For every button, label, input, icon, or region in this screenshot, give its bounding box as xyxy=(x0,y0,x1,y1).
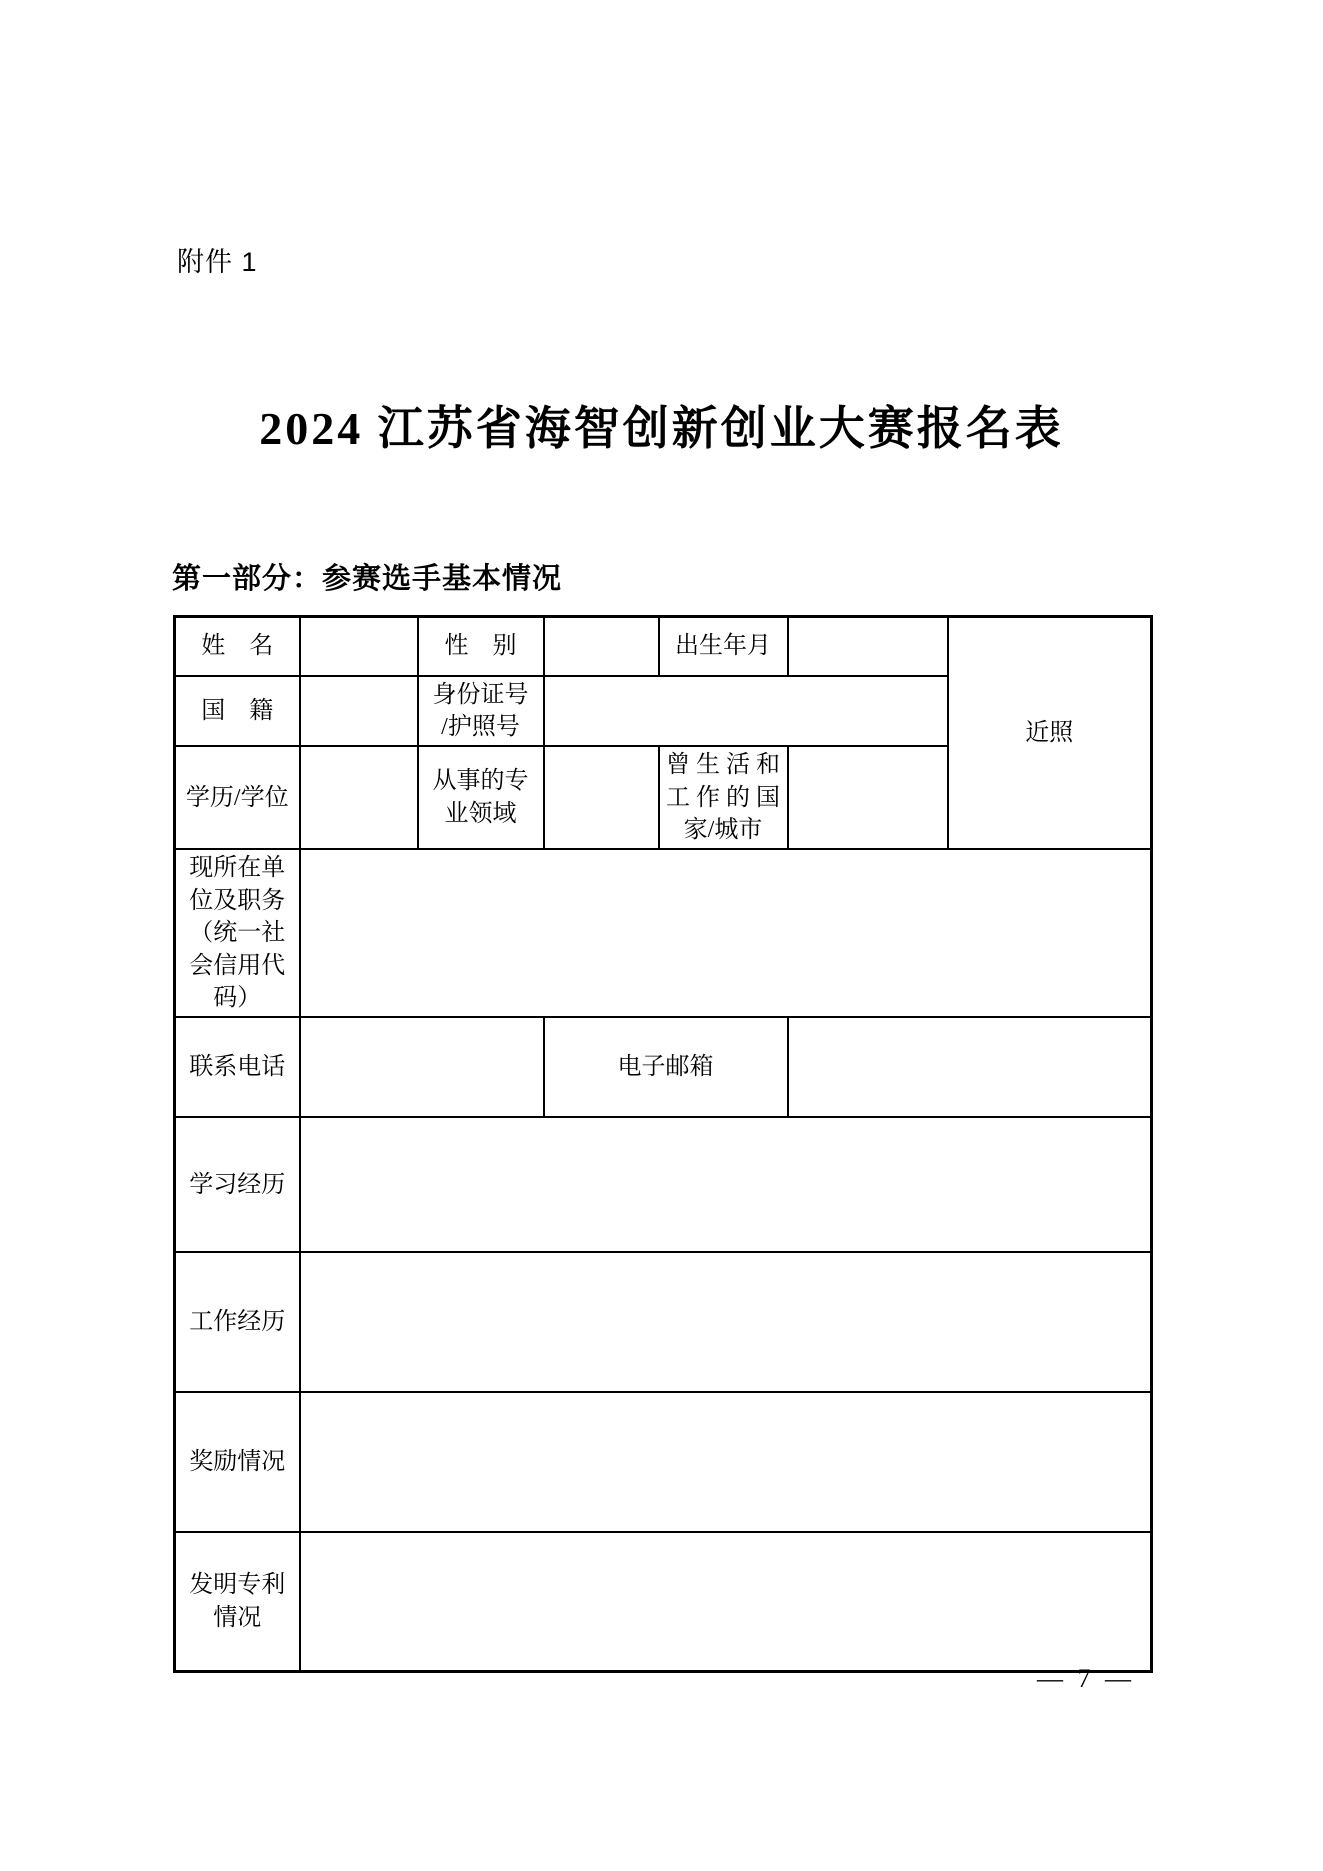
table-row xyxy=(175,1017,1152,1117)
birth-date-label: 出生年月 xyxy=(659,617,788,676)
nationality-label: 国 籍 xyxy=(175,676,300,747)
phone-value-cell xyxy=(300,1017,544,1117)
gender-label: 性 别 xyxy=(418,617,544,676)
photo-cell: 近照 xyxy=(948,617,1152,850)
professional-field-value-cell xyxy=(544,746,659,849)
table-row xyxy=(175,849,1152,1017)
page-title: 2024 江苏省海智创新创业大赛报名表 xyxy=(259,403,1064,454)
name-label: 姓 名 xyxy=(175,617,300,676)
work-experience-value-cell xyxy=(300,1252,1152,1392)
table-row xyxy=(175,1252,1152,1392)
email-label: 电子邮箱 xyxy=(544,1017,788,1117)
name-value-cell xyxy=(300,617,418,676)
table-row xyxy=(175,1392,1152,1532)
employer-label: 现所在单 位及职务 （统一社 会信用代 码） xyxy=(175,849,300,1017)
id-number-label: 身份证号 /护照号 xyxy=(418,676,544,747)
patents-value-cell xyxy=(300,1532,1152,1671)
professional-field-label: 从事的专 业领域 xyxy=(418,746,544,849)
employer-value-cell xyxy=(300,849,1152,1017)
lived-countries-value-cell xyxy=(788,746,948,849)
lived-countries-label: 曾 生 活 和 工 作 的 国 家/城市 xyxy=(659,746,788,849)
education-label: 学历/学位 xyxy=(175,746,300,849)
table-row xyxy=(175,1532,1152,1671)
table-row xyxy=(175,1117,1152,1252)
work-experience-label: 工作经历 xyxy=(175,1252,300,1392)
registration-form-table xyxy=(173,615,1153,1673)
birth-date-value-cell xyxy=(788,617,948,676)
id-number-value-cell xyxy=(544,676,948,747)
awards-label: 奖励情况 xyxy=(175,1392,300,1532)
attachment-label: 附件 1 xyxy=(177,247,258,277)
email-value-cell xyxy=(788,1017,1152,1117)
table-row xyxy=(175,617,1152,676)
phone-label: 联系电话 xyxy=(175,1017,300,1117)
nationality-value-cell xyxy=(300,676,418,747)
patents-label: 发明专利 情况 xyxy=(175,1532,300,1671)
section-heading: 第一部分：参赛选手基本情况 xyxy=(172,563,563,595)
study-experience-value-cell xyxy=(300,1117,1152,1252)
awards-value-cell xyxy=(300,1392,1152,1532)
page-number: — 7 — xyxy=(1037,1664,1135,1693)
study-experience-label: 学习经历 xyxy=(175,1117,300,1252)
gender-value-cell xyxy=(544,617,659,676)
education-value-cell xyxy=(300,746,418,849)
